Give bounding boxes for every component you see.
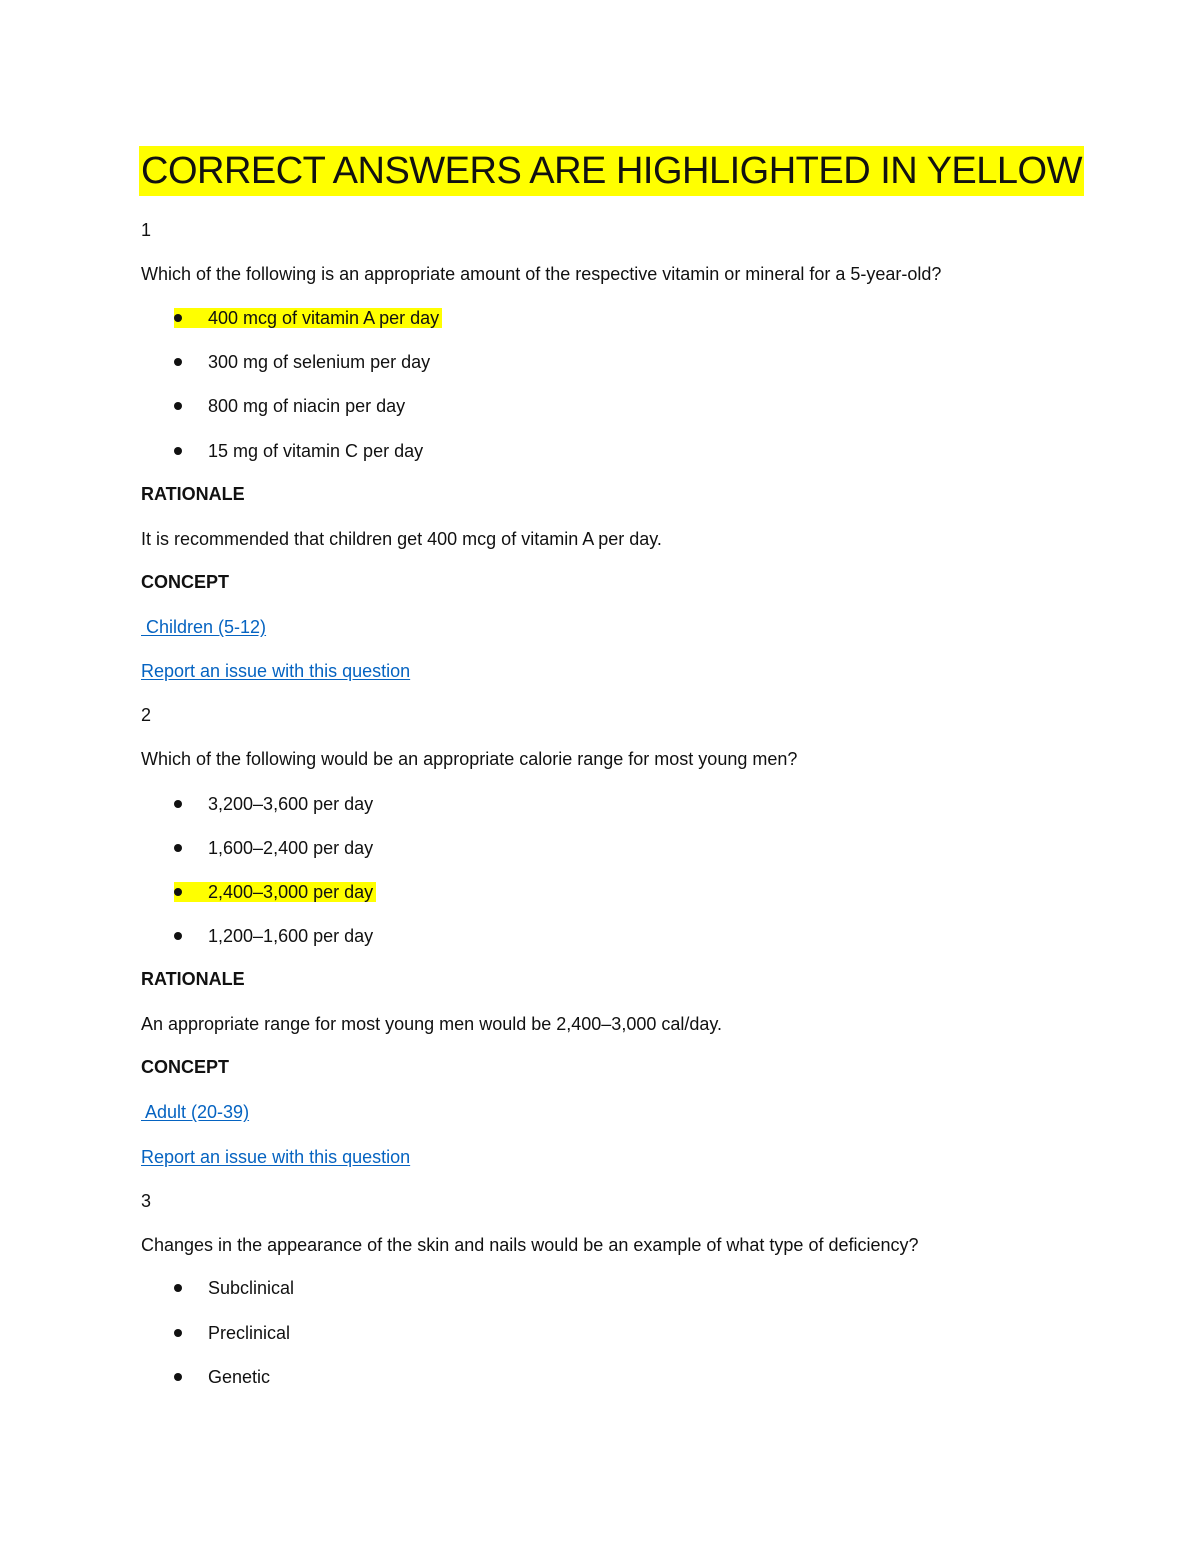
answer-label: 3,200–3,600 per day xyxy=(208,794,374,814)
concept-link[interactable]: Children (5-12) xyxy=(141,617,267,637)
answer-label: 1,600–2,400 per day xyxy=(208,838,374,858)
answer-label: Subclinical xyxy=(208,1278,295,1298)
answer-label: Preclinical xyxy=(208,1323,291,1343)
bullet-icon xyxy=(174,358,182,366)
answer-option xyxy=(174,792,373,816)
answer-option xyxy=(174,1321,290,1345)
report-issue-link[interactable]: Report an issue with this question xyxy=(141,661,411,681)
bullet-icon xyxy=(174,447,182,455)
rationale-heading: RATIONALE xyxy=(141,484,245,504)
bullet-icon xyxy=(174,1284,182,1292)
answer-option xyxy=(174,394,405,418)
rationale-heading: RATIONALE xyxy=(141,969,245,989)
concept-link[interactable]: Adult (20-39) xyxy=(141,1102,250,1122)
question-number: 1 xyxy=(141,220,152,240)
answer-option xyxy=(174,350,430,374)
bullet-icon xyxy=(174,932,182,940)
bullet-icon xyxy=(174,314,182,322)
bullet-icon xyxy=(174,1373,182,1381)
question-text: Which of the following would be an appropriate calorie range for most young men? xyxy=(141,749,798,769)
answer-option xyxy=(174,836,373,860)
bullet-icon xyxy=(174,402,182,410)
answer-option xyxy=(174,1276,294,1300)
answer-label: Genetic xyxy=(208,1367,271,1387)
answer-label: 15 mg of vitamin C per day xyxy=(208,441,424,461)
correct-answer-highlight xyxy=(174,308,442,328)
concept-heading: CONCEPT xyxy=(141,1057,230,1077)
answer-label: 2,400–3,000 per day xyxy=(208,882,374,902)
answer-label: 1,200–1,600 per day xyxy=(208,926,374,946)
bullet-icon xyxy=(174,1329,182,1337)
question-number: 3 xyxy=(141,1191,152,1211)
answer-label: 300 mg of selenium per day xyxy=(208,352,431,372)
answer-option xyxy=(174,1365,270,1389)
answer-label: 400 mcg of vitamin A per day xyxy=(208,308,440,328)
answer-option xyxy=(174,880,376,904)
answer-option xyxy=(174,924,373,948)
answer-option xyxy=(174,439,423,463)
bullet-icon xyxy=(174,800,182,808)
bullet-icon xyxy=(174,844,182,852)
report-issue-link[interactable]: Report an issue with this question xyxy=(141,1147,411,1167)
question-text: Which of the following is an appropriate amount of the respective vitamin or mineral for a 5-year-old? xyxy=(141,264,942,284)
question-text: Changes in the appearance of the skin and nails would be an example of what type of deficiency? xyxy=(141,1235,919,1255)
bullet-icon xyxy=(174,888,182,896)
answer-option xyxy=(174,306,442,330)
question-number: 2 xyxy=(141,705,152,725)
page-title: CORRECT ANSWERS ARE HIGHLIGHTED IN YELLOW xyxy=(139,146,1084,196)
answer-label: 800 mg of niacin per day xyxy=(208,396,406,416)
rationale-text: It is recommended that children get 400 mcg of vitamin A per day. xyxy=(141,529,662,549)
rationale-text: An appropriate range for most young men would be 2,400–3,000 cal/day. xyxy=(141,1014,723,1034)
concept-heading: CONCEPT xyxy=(141,572,230,592)
correct-answer-highlight xyxy=(174,882,376,902)
